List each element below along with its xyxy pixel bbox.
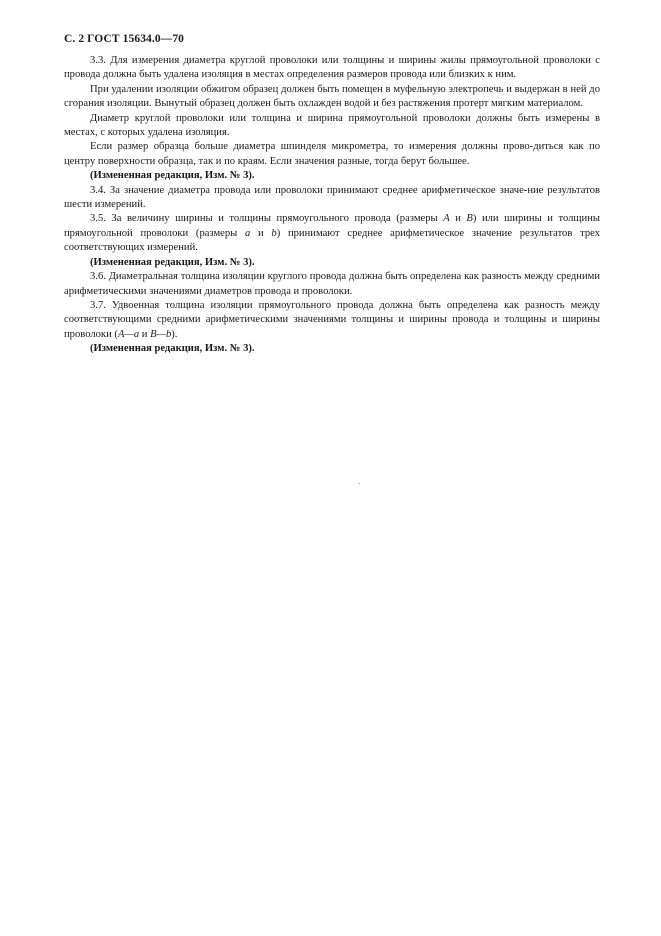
italic-symbol: b — [271, 227, 277, 239]
paragraph — [64, 83, 600, 112]
text-run: ) принимают среднее арифметическое значение результатов трех соответствующих измерений. — [64, 227, 600, 254]
amendment-note — [64, 342, 600, 356]
paragraph — [64, 140, 600, 169]
paragraph — [64, 212, 600, 255]
italic-symbol: A—a — [117, 328, 140, 340]
text-run: и — [449, 213, 467, 225]
amendment-note — [64, 256, 600, 270]
text-run: (Измененная редакция, Изм. № 3). — [90, 170, 255, 182]
page-header: С. 2 ГОСТ 15634.0—70 — [64, 33, 185, 45]
italic-symbol: A — [443, 213, 450, 225]
text-run: и — [139, 328, 151, 340]
paragraph — [64, 299, 600, 342]
italic-symbol: B — [466, 213, 473, 225]
text-run: 3.6. Диаметральная толщина изоляции круглого провода должна быть определена как разность между средними арифметическими значениями диаметров провода и проволоки. — [64, 271, 600, 297]
document-body — [64, 54, 600, 357]
text-run: Диаметр круглой проволоки или толщина и ширина прямоугольной проволоки должны быть измерены в местах, с которых удалена изоляция. — [64, 112, 600, 139]
italic-symbol: B—b — [150, 328, 172, 340]
paragraph — [64, 54, 600, 83]
amendment-note — [64, 169, 600, 183]
text-run: (Измененная редакция, Изм. № 3). — [90, 256, 255, 268]
text-run: (Измененная редакция, Изм. № 3). — [90, 343, 255, 355]
text-run: и — [250, 227, 272, 239]
text-run: 3.3. Для измерения диаметра круглой проволоки или толщины и ширины жилы прямоугольной проволоки с провода должна быть удалена изоляция в местах определения размеров провода или близких к ним. — [64, 55, 600, 81]
scan-speck — [359, 483, 360, 484]
text-run: При удалении изоляции обжигом образец должен быть помещен в муфельную электропечь и выдержан в ней до сгорания изоляции. Вынутый образец должен быть охлажден водой и без растяжения протерт мягким материалом. — [64, 83, 600, 110]
text-run: 3.5. За величину ширины и толщины прямоугольного провода (размеры — [90, 213, 444, 225]
text-run: 3.4. За значение диаметра провода или проволоки принимают среднее арифметическое значе-ние результатов шести измерений. — [64, 184, 600, 211]
text-run: ). — [171, 328, 178, 340]
paragraph — [64, 270, 600, 299]
text-run: 3.7. Удвоенная толщина изоляции прямоугольного провода должна быть определена как разность между соответствующими средними арифметическими значениями толщины и ширины провода и толщины и ширины проволоки ( — [64, 299, 600, 340]
italic-symbol: a — [245, 227, 251, 239]
text-run: Если размер образца больше диаметра шпинделя микрометра, то измерения должны прово-диться как по центру поверхности образца, так и по краям. Если значения разные, тогда берут большее. — [64, 141, 600, 167]
text-run: ) или ширины и толщины прямоугольной проволоки (размеры — [64, 213, 601, 239]
paragraph — [64, 112, 600, 141]
paragraph — [64, 184, 600, 213]
